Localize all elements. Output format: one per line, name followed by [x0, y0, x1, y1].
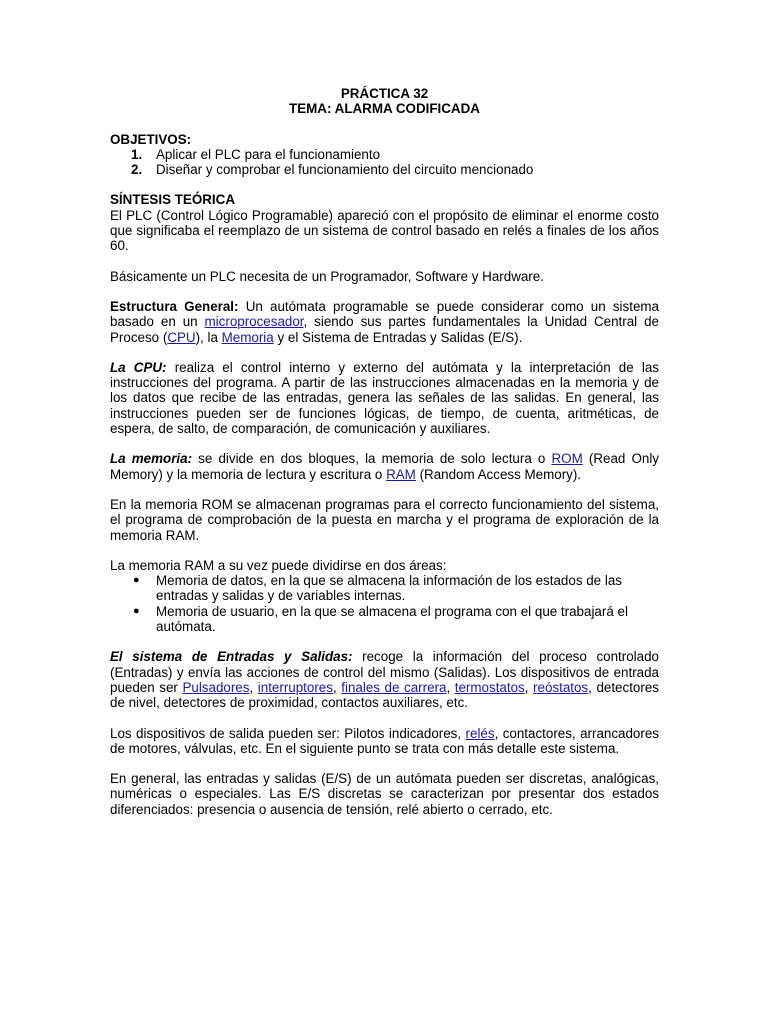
practice-number: PRÁCTICA 32 [340, 86, 429, 101]
memoria-link[interactable]: Memoria [221, 329, 274, 345]
memory-paragraph: La memoria: se divide en dos bloques, la memoria de solo lectura o ROM (Read Only Memory) y la memoria de lectura y escritura o RAM (Random Access Memory). [110, 451, 660, 482]
plc-requirements-paragraph: Básicamente un PLC necesita de un Programador, Software y Hardware. [110, 268, 544, 284]
finales-de-carrera-link[interactable]: finales de carrera [341, 679, 447, 695]
pulsadores-link[interactable]: Pulsadores [182, 679, 250, 695]
memory-label: La memoria: [110, 451, 193, 467]
list-item [110, 162, 659, 177]
bullet-icon: ● [133, 574, 140, 587]
output-devices-paragraph: Los dispositivos de salida pueden ser: Pilotos indicadores, relés, contactores, arrancadores de motores, válvulas, etc. En el siguiente punto se trata con más detalle este sistema. [110, 725, 659, 756]
list-number: 1. [131, 146, 143, 162]
reles-link[interactable]: relés [465, 725, 495, 741]
rom-paragraph: En la memoria ROM se almacenan programas para el correcto funcionamiento del sistema, el programa de comprobación de la puesta en marcha y el programa de exploración de la memoria RAM. [110, 496, 659, 543]
list-item [110, 573, 659, 604]
microprocesador-link[interactable]: microprocesador [204, 314, 304, 330]
synthesis-heading: SÍNTESIS TEÓRICA [110, 192, 235, 208]
list-number: 2. [131, 162, 143, 178]
io-types-paragraph: En general, las entradas y salidas (E/S) de un autómata pueden ser discretas, analógicas, numéricas o especiales. Las E/S discretas se caracterizan por presentar dos estados diferenciados: presencia o ausencia de tensión, relé abierto o cerrado, etc. [110, 771, 659, 817]
objectives-heading: OBJETIVOS: [110, 131, 192, 147]
list-item-text: Diseñar y comprobar el funcionamiento del circuito mencionado [156, 162, 534, 178]
practice-topic: TEMA: ALARMA CODIFICADA [289, 101, 480, 117]
general-structure-label: Estructura General: [110, 298, 239, 314]
interruptores-link[interactable]: interruptores [257, 679, 333, 695]
io-system-label: El sistema de Entradas y Salidas: [110, 649, 353, 665]
ram-areas-list [110, 573, 659, 634]
ram-paragraph: La memoria RAM a su vez puede dividirse en dos áreas: [110, 557, 447, 573]
termostatos-link[interactable]: termostatos [454, 679, 525, 695]
reostatos-link[interactable]: reóstatos [533, 679, 589, 695]
document-body [110, 86, 659, 817]
list-item-text: Memoria de usuario, en la que se almacena el programa con el que trabajará el autómata. [156, 603, 628, 635]
bullet-icon: ● [133, 604, 140, 617]
ram-link[interactable]: RAM [386, 466, 416, 482]
list-item-text: Aplicar el PLC para el funcionamiento [156, 146, 381, 162]
list-item [110, 604, 659, 635]
plc-intro-paragraph: El PLC (Control Lógico Programable) apareció con el propósito de eliminar el enorme costo que significaba el reemplazo de un sistema de control basado en relés a finales de los años 60. [110, 207, 659, 254]
cpu-paragraph: La CPU: realiza el control interno y externo del autómata y la interpretación de las instrucciones del programa. A partir de las instrucciones almacenadas en la memoria y de los datos que recibe de las entradas, genera las señales de las salidas. En general, las instrucciones pueden ser de funciones lógicas, de tiempo, de cuenta, aritméticas, de espera, de salto, de comparación, de comunicación y auxiliares. [110, 359, 659, 437]
rom-link[interactable]: ROM [551, 451, 583, 467]
cpu-label: La CPU: [110, 359, 167, 375]
list-item [110, 147, 659, 162]
list-item-text: Memoria de datos, en la que se almacena la información de los estados de las entradas y salidas y de variables internas. [156, 573, 622, 604]
objectives-list [110, 147, 659, 178]
io-system-paragraph: El sistema de Entradas y Salidas: recoge la información del proceso controlado (Entradas) y envía las acciones de control del mismo (Salidas). Los dispositivos de entrada pueden ser Pulsadores, interruptores, finales de carrera, termostatos, reóstatos, detectores de nivel, detectores de proximidad, contactos auxiliares, etc. [110, 649, 660, 711]
general-structure-paragraph: Estructura General: Un autómata programable se puede considerar como un sistema basado en un microprocesador, siendo sus partes fundamentales la Unidad Central de Proceso (CPU), la Memoria y el Sistema de Entradas y Salidas (E/S). [110, 298, 659, 345]
cpu-link[interactable]: CPU [167, 329, 196, 345]
